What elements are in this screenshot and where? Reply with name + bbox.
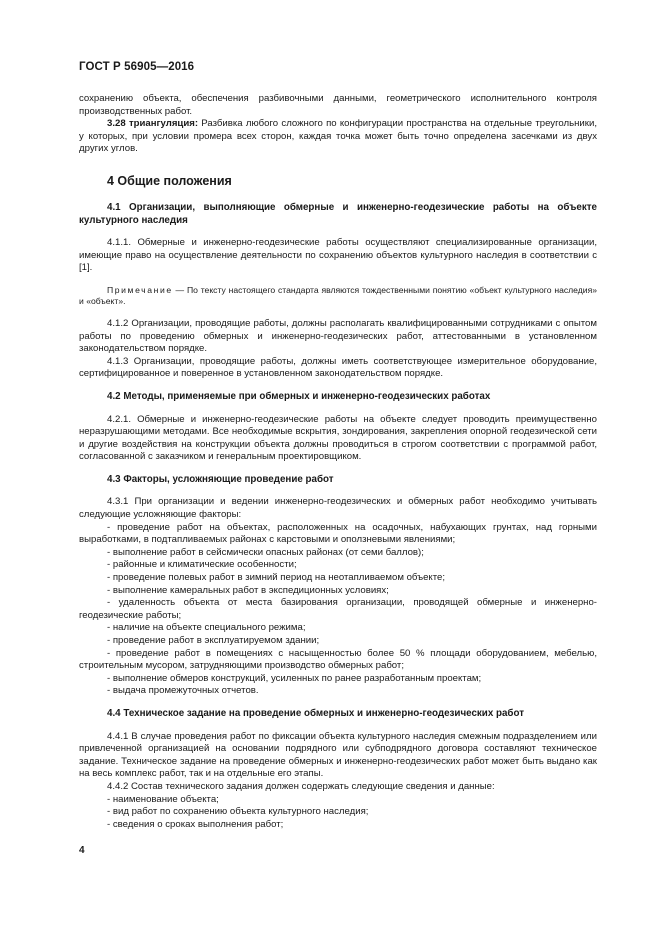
definition-paragraph bbox=[79, 118, 597, 156]
list-item: - проведение работ в помещениях с насыщенностью более 50 % площади оборудованием, мебелью, строительным мусором, затрудняющими производство обмерных работ; bbox=[79, 647, 597, 672]
page-number: 4 bbox=[79, 845, 85, 856]
list-item: - выполнение работ в сейсмически опасных районах (от семи баллов); bbox=[107, 546, 424, 558]
list-item: - удаленность объекта от места базирования организации, проводящей обмерные и инженерно-геодезические работы; bbox=[79, 597, 597, 621]
paragraph-4-4-1: 4.4.1 В случае проведения работ по фиксации объекта культурного наследия смежным подразделением или привлеченной организацией на основании подрядного или субподрядного договора составляют техническое задание. Техническое задание на проведение обмерных и инженерно-геодезических работ может быть выдано как на весь комплекс работ, так и на отдельные его этапы. bbox=[79, 730, 597, 780]
definition-text: Разбивка любого сложного по конфигурации пространства на отдельные треугольники, у которых, при условии промера всех сторон, каждая точка может быть точно определена засечками из двух других углов. bbox=[79, 118, 597, 155]
intro-paragraph: сохранению объекта, обеспечения разбивочными данными, геометрического исполнительного контроля производственных работ. bbox=[79, 93, 597, 117]
section-4-heading: 4 Общие положения bbox=[107, 173, 232, 188]
section-4-3-heading: 4.3 Факторы, усложняющие проведение работ bbox=[107, 473, 334, 485]
paragraph-4-1-1: 4.1.1. Обмерные и инженерно-геодезические работы осуществляют специализированные организации, имеющие право на осуществление деятельности по сохранению объектов культурного наследия в соответствии с [1]. bbox=[79, 237, 597, 274]
list-item: - сведения о сроках выполнения работ; bbox=[107, 818, 284, 830]
note-paragraph bbox=[79, 285, 597, 308]
paragraph-4-1-2: 4.1.2 Организации, проводящие работы, должны располагать квалифицированными сотрудниками с опытом работы по проведению обмерных и инженерно-геодезических работ, аттестованными в установленном законодательством порядке. bbox=[79, 317, 597, 355]
list-item: - проведение работ на объектах, расположенных на осадочных, набухающих грунтах, над горными выработками, в подтапливаемых районах с карстовыми и оползневыми явлениями; bbox=[79, 521, 597, 546]
paragraph-4-4-2: 4.4.2 Состав технического задания должен содержать следующие сведения и данные: bbox=[107, 780, 495, 792]
section-4-1-heading: 4.1 Организации, выполняющие обмерные и инженерно-геодезические работы на объекте культурного наследия bbox=[79, 201, 597, 226]
list-item: - проведение полевых работ в зимний период на неотапливаемом объекте; bbox=[107, 572, 446, 584]
paragraph-4-1-3: 4.1.3 Организации, проводящие работы, должны иметь соответствующее измерительное оборудование, сертифицированное и поверенное в установленном законодательством порядке. bbox=[79, 355, 597, 380]
list-item: - выдача промежуточных отчетов. bbox=[107, 685, 259, 697]
note-text: — По тексту настоящего стандарта являются тождественными понятию «объект культурного наследия» и «объект». bbox=[79, 284, 597, 307]
section-4-2-heading: 4.2 Методы, применяемые при обмерных и инженерно-геодезических работах bbox=[107, 390, 491, 402]
list-item: - вид работ по сохранению объекта культурного наследия; bbox=[107, 806, 369, 818]
list-item: - выполнение обмеров конструкций, усиленных по ранее разработанным проектам; bbox=[107, 672, 482, 684]
requirements-list bbox=[79, 794, 597, 832]
paragraph-4-2-1: 4.2.1. Обмерные и инженерно-геодезические работы на объекте следует проводить преимущественно неразрушающими методами. Все необходимые вскрытия, зондирования, закрепления опорной геодезической сети и другие воздействия на конструкции объекта должны проводиться в строгом соответствии с программой работ, согласованной с заказчиком и генеральным проектировщиком. bbox=[79, 413, 597, 463]
paragraph-4-3-1: 4.3.1 При организации и ведении инженерно-геодезических и обмерных работ необходимо учитывать следующие усложняющие факторы: bbox=[79, 496, 597, 521]
list-item: - проведение работ в эксплуатируемом здании; bbox=[107, 635, 320, 646]
document-header: ГОСТ Р 56905—2016 bbox=[79, 61, 195, 73]
note-label: Примечание bbox=[107, 284, 173, 295]
document-body bbox=[79, 93, 597, 831]
section-4-4-heading: 4.4 Техническое задание на проведение обмерных и инженерно-геодезических работ bbox=[107, 707, 525, 719]
list-item: - районные и климатические особенности; bbox=[107, 559, 297, 571]
list-item: - выполнение камеральных работ в экспедиционных условиях; bbox=[107, 584, 389, 596]
factors-list bbox=[79, 522, 597, 698]
list-item: - наименование объекта; bbox=[107, 793, 219, 805]
definition-term: 3.28 триангуляция: bbox=[107, 118, 199, 130]
list-item: - наличие на объекте специального режима; bbox=[107, 622, 306, 634]
